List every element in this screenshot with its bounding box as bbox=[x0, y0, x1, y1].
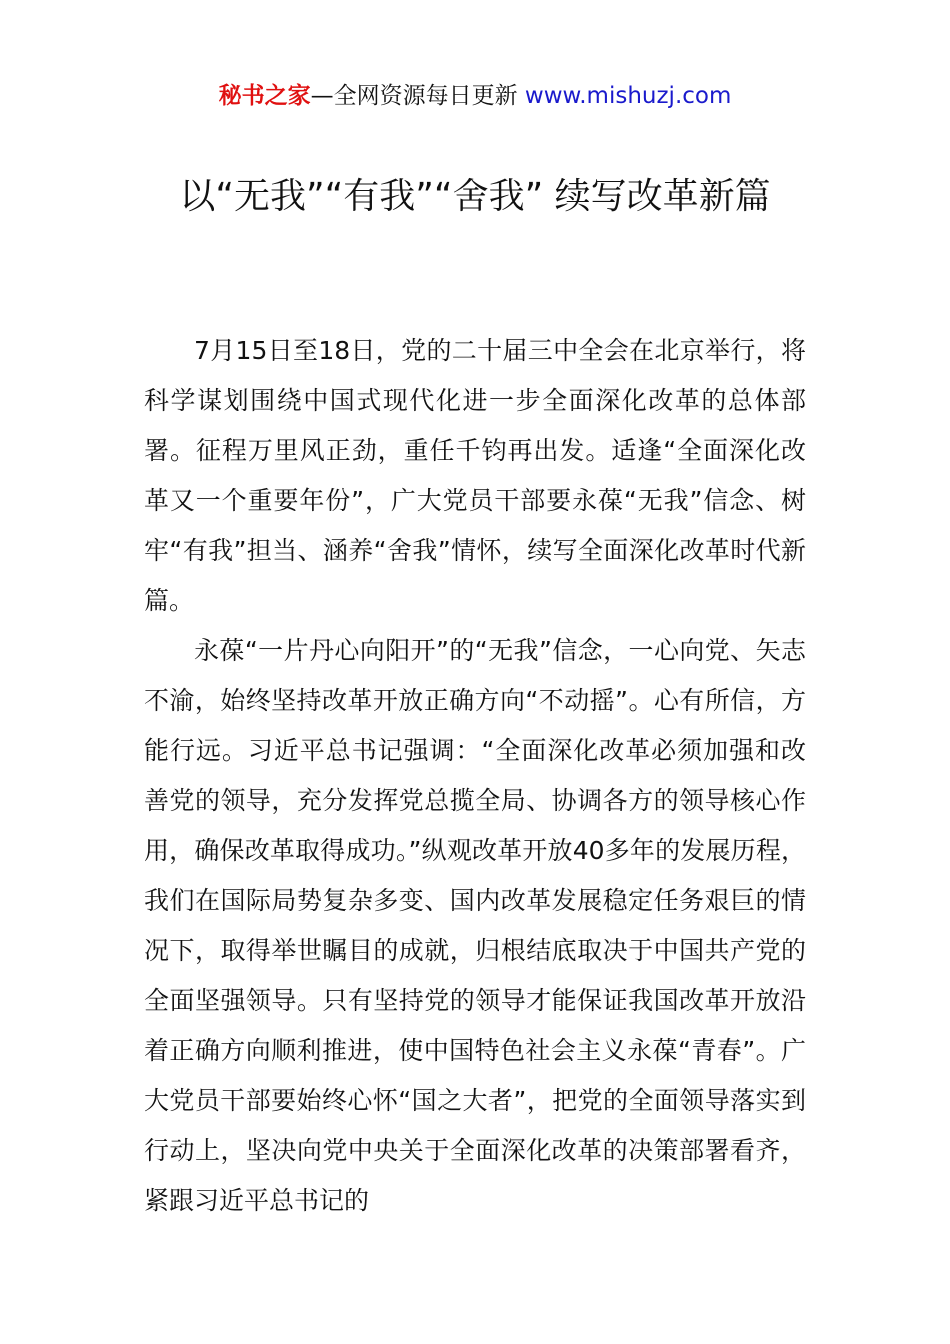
document-title: 以“无我”“有我”“舍我” 续写改革新篇 bbox=[179, 176, 771, 217]
site-brand: 秘书之家 bbox=[218, 83, 311, 109]
site-url-link[interactable]: www.mishuzj.com bbox=[524, 83, 732, 109]
site-header bbox=[0, 80, 950, 112]
paragraph-1: 7月15日至18日，党的二十届三中全会在北京举行，将科学谋划围绕中国式现代化进一步全面深化改革的总体部署。征程万里风正劲，重任千钧再出发。适逢“全面深化改革又一个重要年份”，广大党员干部要永葆“无我”信念、树牢“有我”担当、涵养“舍我”情怀，续写全面深化改革时代新篇。 bbox=[144, 336, 806, 615]
paragraph-2: 永葆“一片丹心向阳开”的“无我”信念，一心向党、矢志不渝，始终坚持改革开放正确方向“不动摇”。心有所信，方能行远。习近平总书记强调：“全面深化改革必须加强和改善党的领导，充分发挥党总揽全局、协调各方的领导核心作用，确保改革取得成功。”纵观改革开放40多年的发展历程，我们在国际局势复杂多变、国内改革发展稳定任务艰巨的情况下，取得举世瞩目的成就，归根结底取决于中国共产党的全面坚强领导。只有坚持党的领导才能保证我国改革开放沿着正确方向顺利推进，使中国特色社会主义永葆“青春”。广大党员干部要始终心怀“国之大者”，把党的全面领导落实到行动上，坚决向党中央关于全面深化改革的决策部署看齐，紧跟习近平总书记的 bbox=[144, 636, 806, 1215]
document-body bbox=[144, 326, 806, 1226]
site-tagline: —全网资源每日更新 bbox=[310, 83, 525, 109]
